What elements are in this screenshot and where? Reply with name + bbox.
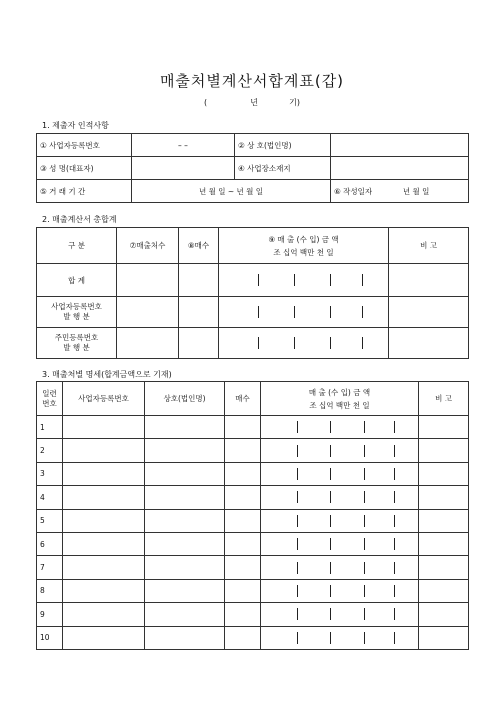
reg-no-cell[interactable]: [63, 486, 145, 509]
amount-tick: [330, 608, 331, 620]
remark-cell[interactable]: [419, 462, 469, 485]
company-cell[interactable]: [145, 579, 225, 602]
amount-tick: [297, 445, 298, 457]
amount-tick: [297, 608, 298, 620]
remark-cell[interactable]: [419, 579, 469, 602]
remark-cell[interactable]: [389, 328, 469, 359]
total-summary-table: [36, 227, 469, 359]
remark-cell[interactable]: [419, 626, 469, 649]
address-label: ④ 사업장소재지: [235, 157, 331, 180]
col-serial-line1: 일련: [42, 388, 57, 398]
amount-tick: [294, 274, 295, 286]
company-cell[interactable]: [145, 486, 225, 509]
amount-tick: [297, 491, 298, 503]
amount-tick: [394, 445, 395, 457]
amount-tick: [297, 421, 298, 433]
col-reg-no: 사업자등록번호: [63, 382, 145, 416]
amount-tick: [364, 515, 365, 527]
table-row: [37, 626, 469, 649]
remark-cell[interactable]: [389, 264, 469, 297]
amount-tick: [364, 608, 365, 620]
table-row: [37, 439, 469, 462]
remark-cell[interactable]: [419, 416, 469, 439]
serial-cell: 7: [37, 556, 63, 579]
count-cell[interactable]: [225, 626, 261, 649]
section3-heading: 3. 매출처별 명세(합계금액으로 기재): [42, 370, 172, 379]
count-cell[interactable]: [225, 486, 261, 509]
form-title: 매출처별계산서합계표(갑): [159, 72, 345, 90]
count-cell[interactable]: [225, 509, 261, 532]
submitter-info-table: [36, 133, 469, 203]
amount-tick: [330, 491, 331, 503]
amount-tick: [362, 306, 363, 318]
serial-cell: 9: [37, 603, 63, 626]
col-count: 매수: [225, 382, 261, 416]
amount-tick: [364, 445, 365, 457]
company-label: ② 상 호(법인명): [235, 134, 331, 157]
col-amount: [219, 228, 389, 264]
reg-no-cell[interactable]: [63, 556, 145, 579]
amount-cell[interactable]: [261, 439, 419, 462]
date-cell[interactable]: [331, 180, 469, 203]
amount-tick: [394, 515, 395, 527]
remark-cell[interactable]: [419, 532, 469, 555]
amount-tick: [330, 585, 331, 597]
amount-tick: [364, 468, 365, 480]
date-label: ⑥ 작성일자: [334, 186, 373, 196]
amount-cell[interactable]: [219, 264, 389, 297]
table-row: [37, 532, 469, 555]
amount-tick: [394, 421, 395, 433]
amount-tick: [258, 274, 259, 286]
serial-cell: 8: [37, 579, 63, 602]
amount-tick: [297, 515, 298, 527]
amount-cell[interactable]: [261, 579, 419, 602]
amount-tick: [394, 538, 395, 550]
amount-tick: [258, 337, 259, 349]
amount-cell[interactable]: [261, 603, 419, 626]
remark-cell[interactable]: [419, 509, 469, 532]
amount-tick: [364, 585, 365, 597]
amount-tick: [364, 491, 365, 503]
buyers-cell[interactable]: [117, 328, 179, 359]
company-cell[interactable]: [145, 416, 225, 439]
company-cell[interactable]: [145, 556, 225, 579]
amount-tick: [364, 632, 365, 644]
remark-cell[interactable]: [419, 556, 469, 579]
amount-tick: [297, 632, 298, 644]
count-cell[interactable]: [225, 579, 261, 602]
row-label-line1: 주민등록번호: [54, 333, 99, 342]
section1-heading: 1. 제출자 인적사항: [42, 121, 109, 130]
reg-no-cell[interactable]: [63, 579, 145, 602]
col-serial: [37, 382, 63, 416]
date-value: 년 월 일: [402, 186, 430, 196]
amount-tick: [362, 337, 363, 349]
amount-tick: [330, 632, 331, 644]
company-cell[interactable]: [145, 439, 225, 462]
amount-tick: [330, 274, 331, 286]
reg-no-cell[interactable]: [63, 416, 145, 439]
amount-tick: [297, 538, 298, 550]
amount-tick: [294, 306, 295, 318]
amount-tick: [364, 421, 365, 433]
amount-tick: [330, 421, 331, 433]
serial-cell: 3: [37, 462, 63, 485]
amount-tick: [364, 562, 365, 574]
amount-tick: [294, 337, 295, 349]
remark-cell[interactable]: [389, 297, 469, 328]
table-row: [37, 509, 469, 532]
table-row: [37, 556, 469, 579]
amount-cell[interactable]: [261, 416, 419, 439]
amount-cell[interactable]: [261, 462, 419, 485]
col-remark: 비 고: [389, 228, 469, 264]
remark-cell[interactable]: [419, 603, 469, 626]
table-row: [37, 579, 469, 602]
amount-cell[interactable]: [261, 532, 419, 555]
detail-rows: [37, 416, 469, 650]
count-cell[interactable]: [179, 264, 219, 297]
col-remark: 비 고: [419, 382, 469, 416]
reg-no-label: ① 사업자등록번호: [37, 134, 132, 157]
reg-no-cell[interactable]: [63, 603, 145, 626]
row-label: [37, 328, 117, 359]
reg-no-cell[interactable]: [63, 439, 145, 462]
company-value[interactable]: [331, 134, 469, 157]
table-row: [37, 416, 469, 439]
buyers-cell[interactable]: [117, 297, 179, 328]
amount-cell[interactable]: [219, 328, 389, 359]
amount-tick: [394, 491, 395, 503]
amount-tick: [330, 515, 331, 527]
year-close: 기): [289, 98, 300, 107]
name-value[interactable]: [132, 157, 235, 180]
amount-tick: [364, 538, 365, 550]
serial-cell: 5: [37, 509, 63, 532]
buyers-cell[interactable]: [117, 264, 179, 297]
serial-cell: 10: [37, 626, 63, 649]
company-cell[interactable]: [145, 462, 225, 485]
amount-tick: [330, 337, 331, 349]
serial-cell: 4: [37, 486, 63, 509]
reg-no-cell[interactable]: [63, 626, 145, 649]
col-category: 구 분: [37, 228, 117, 264]
table-row: [37, 603, 469, 626]
amount-tick: [330, 468, 331, 480]
col-amount-line2: 조 십억 백만 천 일: [273, 247, 334, 257]
period-value[interactable]: 년 월 일 ~ 년 월 일: [132, 180, 331, 203]
col-amount-line2: 조 십억 백만 천 일: [309, 400, 370, 410]
amount-cell[interactable]: [261, 509, 419, 532]
amount-tick: [297, 562, 298, 574]
amount-tick: [330, 306, 331, 318]
col-amount-line1: ⑨ 매 출 (수 입) 금 액: [268, 234, 339, 244]
count-cell[interactable]: [225, 416, 261, 439]
row-label-line2: 발 행 분: [63, 312, 90, 321]
table-row: [37, 462, 469, 485]
count-cell[interactable]: [225, 532, 261, 555]
form-period-line: [0, 97, 504, 108]
amount-tick: [330, 538, 331, 550]
amount-tick: [297, 468, 298, 480]
amount-cell[interactable]: [261, 626, 419, 649]
col-amount: [261, 382, 419, 416]
col-amount-line1: 매 출 (수 입) 금 액: [308, 387, 371, 397]
row-label-line1: 사업자등록번호: [51, 302, 102, 311]
count-cell[interactable]: [225, 462, 261, 485]
amount-tick: [394, 562, 395, 574]
company-cell[interactable]: [145, 626, 225, 649]
amount-tick: [297, 585, 298, 597]
serial-cell: 2: [37, 439, 63, 462]
amount-tick: [330, 445, 331, 457]
reg-no-cell[interactable]: [63, 462, 145, 485]
col-serial-line2: 번호: [42, 398, 57, 408]
amount-cell[interactable]: [219, 297, 389, 328]
row-label: 합 계: [37, 264, 117, 297]
summary-row-resident: [37, 328, 469, 359]
buyer-detail-table: [36, 381, 469, 650]
reg-no-value[interactable]: – –: [132, 134, 235, 157]
count-cell[interactable]: [225, 439, 261, 462]
amount-tick: [362, 274, 363, 286]
amount-tick: [258, 306, 259, 318]
count-cell[interactable]: [225, 603, 261, 626]
company-cell[interactable]: [145, 509, 225, 532]
company-cell[interactable]: [145, 532, 225, 555]
year-unit: 년: [250, 98, 258, 107]
count-cell[interactable]: [225, 556, 261, 579]
count-cell[interactable]: [179, 328, 219, 359]
summary-row-total: [37, 264, 469, 297]
serial-cell: 1: [37, 416, 63, 439]
row-label: [37, 297, 117, 328]
col-company: 상호(법인명): [145, 382, 225, 416]
remark-cell[interactable]: [419, 439, 469, 462]
summary-row-business: [37, 297, 469, 328]
reg-no-cell[interactable]: [63, 509, 145, 532]
amount-cell[interactable]: [261, 556, 419, 579]
amount-tick: [394, 632, 395, 644]
amount-tick: [394, 585, 395, 597]
serial-cell: 6: [37, 532, 63, 555]
col-buyers: ⑦매출처수: [117, 228, 179, 264]
amount-cell[interactable]: [261, 486, 419, 509]
row-label-line2: 발 행 분: [63, 343, 90, 352]
col-count: ⑧매수: [179, 228, 219, 264]
remark-cell[interactable]: [419, 486, 469, 509]
amount-tick: [394, 608, 395, 620]
name-label: ③ 성 명(대표자): [37, 157, 132, 180]
section2-heading: 2. 매출계산서 총합계: [42, 215, 117, 224]
company-cell[interactable]: [145, 603, 225, 626]
period-label: ⑤ 거 래 기 간: [37, 180, 132, 203]
table-row: [37, 486, 469, 509]
amount-tick: [394, 468, 395, 480]
count-cell[interactable]: [179, 297, 219, 328]
year-open: (: [204, 98, 208, 107]
reg-no-cell[interactable]: [63, 532, 145, 555]
address-value[interactable]: [331, 157, 469, 180]
amount-tick: [330, 562, 331, 574]
